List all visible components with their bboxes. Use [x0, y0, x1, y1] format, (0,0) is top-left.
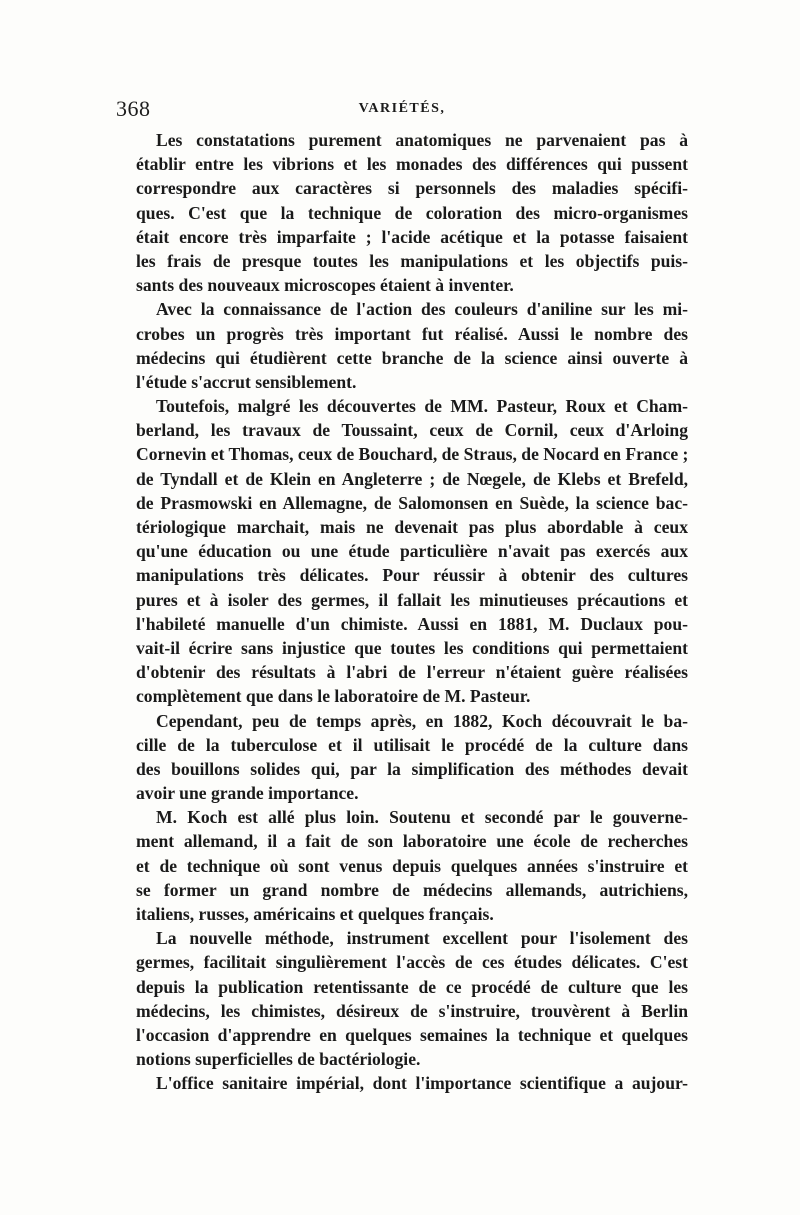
text-line: complètement que dans le laboratoire de M. Pasteur. [136, 686, 531, 707]
text-line: des bouillons solides qui, par la simplification des méthodes devait [136, 758, 688, 779]
text-line: établir entre les vibrions et les monades des différences qui pussent [136, 154, 688, 175]
paragraph-2 [116, 297, 688, 394]
text-line: l'occasion d'apprendre en quelques semaines la technique et quelques [136, 1024, 688, 1045]
paragraph-1 [116, 128, 688, 297]
paragraph-6 [116, 926, 688, 1071]
paragraph-3 [116, 394, 688, 708]
text-line: depuis la publication retentissante de ce procédé de culture que les [136, 976, 688, 997]
paragraph-4 [116, 709, 688, 806]
text-line: sants des nouveaux microscopes étaient à inventer. [136, 275, 514, 296]
text-line: avoir une grande importance. [136, 783, 359, 804]
text-line: cille de la tuberculose et il utilisait le procédé de la culture dans [136, 734, 688, 755]
text-line: Avec la connaissance de l'action des couleurs d'aniline sur les mi- [156, 299, 688, 320]
text-line: tériologique marchait, mais ne devenait pas plus abordable à ceux [136, 517, 688, 537]
text-line: l'étude s'accrut sensiblement. [136, 371, 357, 392]
text-line: notions superficielles de bactériologie. [136, 1049, 421, 1070]
text-line: et de technique où sont venus depuis quelques années s'instruire et [136, 855, 688, 876]
page-number: 368 [116, 96, 151, 121]
text-line: ques. C'est que la technique de coloration des micro-organismes [136, 202, 688, 223]
text-line: Cependant, peu de temps après, en 1882, Koch découvrait le ba- [156, 710, 688, 731]
text-line: d'obtenir des résultats à l'abri de l'erreur n'étaient guère réalisées [136, 662, 688, 683]
text-line: M. Koch est allé plus loin. Soutenu et secondé par le gouverne- [156, 807, 688, 828]
text-line: Toutefois, malgré les découvertes de MM. Pasteur, Roux et Cham- [156, 396, 688, 417]
text-line: ment allemand, il a fait de son laboratoire une école de recherches [136, 831, 688, 852]
text-line: se former un grand nombre de médecins allemands, autrichiens, [136, 879, 688, 900]
text-line: de Prasmowski en Allemagne, de Salomonsen en Suède, la science bac- [136, 492, 688, 513]
text-line: manipulations très délicates. Pour réussir à obtenir des cultures [136, 565, 688, 586]
text-line: qu'une éducation ou une étude particulière n'avait pas exercés aux [136, 541, 688, 562]
text-line: crobes un progrès très important fut réalisé. Aussi le nombre des [136, 323, 688, 344]
text-line: L'office sanitaire impérial, dont l'importance scientifique a aujour- [156, 1073, 688, 1094]
text-line: les frais de presque toutes les manipulations et les objectifs puis- [136, 250, 688, 271]
text-line: médecins qui étudièrent cette branche de la science ainsi ouverte à [136, 347, 688, 368]
text-line: Les constatations purement anatomiques ne parvenaient pas à [156, 130, 688, 150]
text-line: de Tyndall et de Klein en Angleterre ; de Nœgele, de Klebs et Brefeld, [136, 468, 688, 489]
text-line: berland, les travaux de Toussaint, ceux de Cornil, ceux d'Arloing [136, 420, 688, 441]
text-line: était encore très imparfaite ; l'acide acétique et la potasse faisaient [136, 226, 688, 247]
text-line: germes, facilitait singulièrement l'accès de ces études délicates. C'est [136, 952, 688, 973]
text-line: pures et à isoler des germes, il fallait les minutieuses précautions et [136, 589, 688, 610]
text-line: italiens, russes, américains et quelques français. [136, 904, 494, 924]
page-header [116, 96, 688, 126]
text-line: correspondre aux caractères si personnels des maladies spécifi- [136, 178, 688, 199]
paragraph-7 [116, 1071, 688, 1095]
text-line: Cornevin et Thomas, ceux de Bouchard, de Straus, de Nocard en France ; [136, 444, 688, 465]
paragraph-5 [116, 805, 688, 926]
text-line: La nouvelle méthode, instrument excellent pour l'isolement des [156, 928, 688, 949]
body-text [116, 128, 688, 1096]
text-line: médecins, les chimistes, désireux de s'instruire, trouvèrent à Berlin [136, 1000, 688, 1021]
running-title: VARIÉTÉS, [358, 101, 446, 116]
text-line: l'habileté manuelle d'un chimiste. Aussi en 1881, M. Duclaux pou- [136, 613, 688, 634]
text-line: vait-il écrire sans injustice que toutes les conditions qui permettaient [136, 637, 688, 658]
